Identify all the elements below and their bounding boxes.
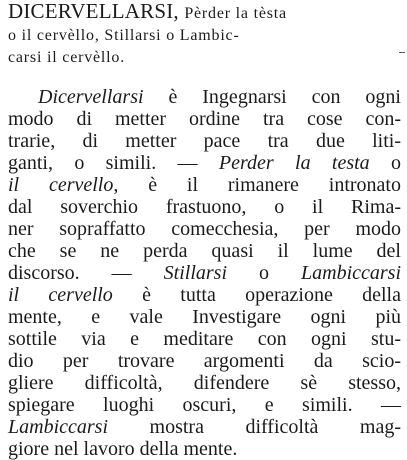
paragraph-line: modo di metter ordine tra cose con- bbox=[8, 108, 401, 130]
paragraph-line bbox=[8, 416, 401, 438]
term-italic: Dicervellarsi bbox=[38, 86, 144, 108]
entry-heading bbox=[8, 0, 403, 69]
paragraph-line: spiegare luoghi oscuri, e simili. — bbox=[8, 394, 401, 416]
paragraph-line: giore nel lavoro della mente. bbox=[8, 438, 238, 460]
term-italic: il cervello bbox=[8, 174, 114, 196]
text-run: è tutta operazione della bbox=[112, 284, 401, 306]
text-run: discorso. — bbox=[8, 262, 164, 284]
heading-line-3: carsi il cervèllo. bbox=[8, 49, 126, 66]
heading-synonym-1: Pèrder la tèsta bbox=[184, 5, 287, 22]
text-run: o bbox=[227, 262, 301, 284]
text-run: , è il rimanere intronato bbox=[113, 174, 401, 196]
heading-line-2: o il cervèllo, Stillarsi o Lambic- bbox=[8, 27, 240, 44]
paragraph-line bbox=[8, 284, 401, 306]
margin-bracket bbox=[399, 52, 405, 53]
paragraph-line: mente, e vale Investigare ogni più bbox=[8, 306, 401, 328]
paragraph-line: che se ne perda quasi il lume del bbox=[8, 240, 401, 262]
text-run: è Ingegnarsi con ogni bbox=[143, 86, 401, 108]
paragraph-line: sottile via e meditare con ogni stu- bbox=[8, 328, 401, 350]
paragraph-line: gliere difficoltà, difendere sè stesso, bbox=[8, 372, 401, 394]
paragraph-line: ner sopraffatto comecchesia, per modo bbox=[8, 218, 401, 240]
term-italic: Lambiccarsi bbox=[8, 416, 108, 438]
term-italic: Stillarsi bbox=[163, 262, 228, 284]
heading-term: DICERVELLARSI, bbox=[8, 0, 179, 23]
paragraph-line: dio per trovare argomenti da scio- bbox=[8, 350, 401, 372]
term-italic: Lambiccarsi bbox=[301, 262, 401, 284]
term-italic: il cervello bbox=[8, 284, 113, 306]
text-run: mostra difficoltà mag- bbox=[108, 416, 401, 438]
paragraph-line bbox=[8, 152, 401, 174]
entry-paragraph bbox=[8, 86, 401, 460]
heading-line-1 bbox=[8, 0, 403, 25]
term-italic: Perder la testa bbox=[218, 152, 370, 174]
paragraph-line: dal soverchio frastuono, o il Rima- bbox=[8, 196, 401, 218]
text-run: o bbox=[369, 152, 402, 174]
paragraph-line bbox=[8, 262, 401, 284]
paragraph-line bbox=[8, 174, 401, 196]
paragraph-line bbox=[8, 86, 401, 108]
text-run: ganti, o simili. — bbox=[8, 152, 219, 174]
paragraph-line: trarie, di metter pace tra due liti- bbox=[8, 130, 401, 152]
